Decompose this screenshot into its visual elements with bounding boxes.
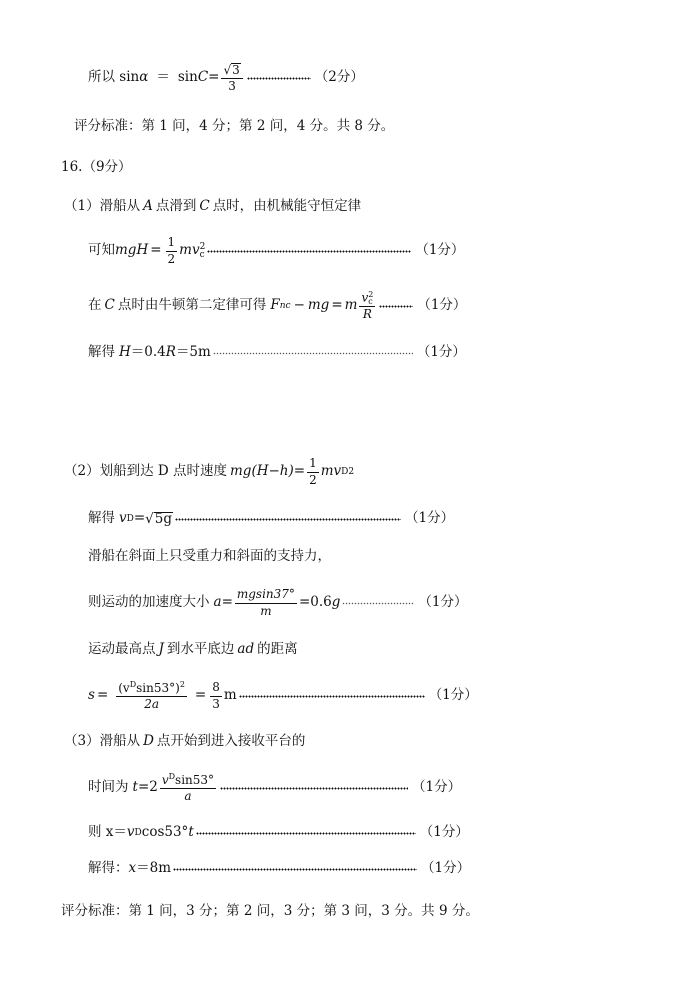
fraction-one-half: $\frac{1}{2}$ — [309, 456, 317, 487]
solution-velocity-vd: 解得 v D = √ 5g （1分） — [88, 510, 455, 527]
newton-second-law-equation: 在 C 点时由牛顿第二定律可得 F nc − mg = m v 2 c R （1分） — [88, 289, 467, 322]
forces-on-slope: 滑船在斜面上只受重力和斜面的支持力， — [88, 548, 331, 565]
leader-dots — [175, 518, 401, 521]
question-16-heading: 16.（9分） — [61, 159, 132, 176]
square-root: √ 5g — [145, 510, 173, 527]
leader-dots — [196, 832, 416, 835]
leader-dots — [207, 250, 411, 253]
time-equation: 时间为 t =2 $\frac{v^D\sin 53^\circ}{a}$ （1分） — [88, 771, 462, 803]
energy-conservation-equation: 可知 mgH = $\frac{1}{2}$ mv 2 c （1分） — [88, 235, 465, 266]
score-label: （1分） — [421, 860, 471, 877]
leader-dots — [342, 602, 414, 605]
score-label: （1分） — [412, 779, 462, 796]
leader-dots — [379, 305, 413, 308]
answer-line-sin-alpha: 所以 sin α ＝ sin C = √ 3 3 （2分） — [88, 62, 364, 93]
score-label: （2分） — [314, 69, 364, 86]
score-label: （1分） — [428, 687, 478, 704]
leader-dots — [239, 695, 425, 698]
score-label: （1分） — [405, 510, 455, 527]
grading-criteria-16: 评分标准：第 1 问，3 分；第 2 问，3 分；第 3 问，3 分。共 9 分。 — [61, 903, 479, 920]
highest-point-description: 运动最高点 J 到水平底边 ad 的距离 — [88, 641, 298, 658]
solution-x: 解得： x ＝8m （1分） — [88, 860, 471, 877]
leader-dots — [220, 787, 408, 790]
fraction-time: $\frac{v^D\sin 53^\circ}{a}$ — [161, 771, 215, 803]
score-label: （1分） — [418, 594, 468, 611]
leader-dots — [173, 868, 417, 871]
part-1-heading: （1）滑船从 A 点滑到 C 点时，由机械能守恒定律 — [64, 198, 362, 215]
distance-equation: s = $\frac{(v^D\sin 53^\circ)^2}{2a}$ = $\frac{8}{3}$ m （1分） — [88, 679, 478, 711]
fraction-v-squared-over-r: v 2 c R — [361, 289, 374, 322]
score-label: （1分） — [417, 297, 467, 314]
fraction-distance: $\frac{(v^D\sin 53^\circ)^2}{2a}$ — [118, 679, 185, 711]
part-2-heading: （2）划船到达 D 点时速度 mg (H−h) = $\frac{1}{2}$ mv D 2 — [64, 456, 355, 487]
part-3-heading: （3）滑船从 D 点开始到进入接收平台的 — [64, 733, 306, 750]
fraction-sqrt3-over-3: √ 3 3 — [221, 63, 242, 93]
leader-dots — [247, 77, 311, 80]
solution-height-h: 解得 H ＝0.4 R ＝5m （1分） — [88, 344, 466, 361]
grading-criteria-15: 评分标准：第 1 问，4 分；第 2 问，4 分。共 8 分。 — [74, 118, 395, 135]
score-label: （1分） — [419, 824, 469, 841]
fraction-one-half: $\frac{1}{2}$ — [167, 235, 176, 266]
leader-dots — [213, 352, 413, 355]
acceleration-equation: 则运动的加速度大小 a = $\frac{mgsin37^\circ}{m}$ =0.6 g （1分） — [88, 587, 468, 618]
score-label: （1分） — [416, 344, 466, 361]
horizontal-displacement-equation: 则 x＝ v D cos53° t （1分） — [88, 824, 469, 841]
fraction-mgsin37-over-m: $\frac{mgsin37^\circ}{m}$ — [236, 587, 295, 618]
fraction-eight-thirds: $\frac{8}{3}$ — [212, 680, 220, 711]
score-label: （1分） — [415, 242, 465, 259]
